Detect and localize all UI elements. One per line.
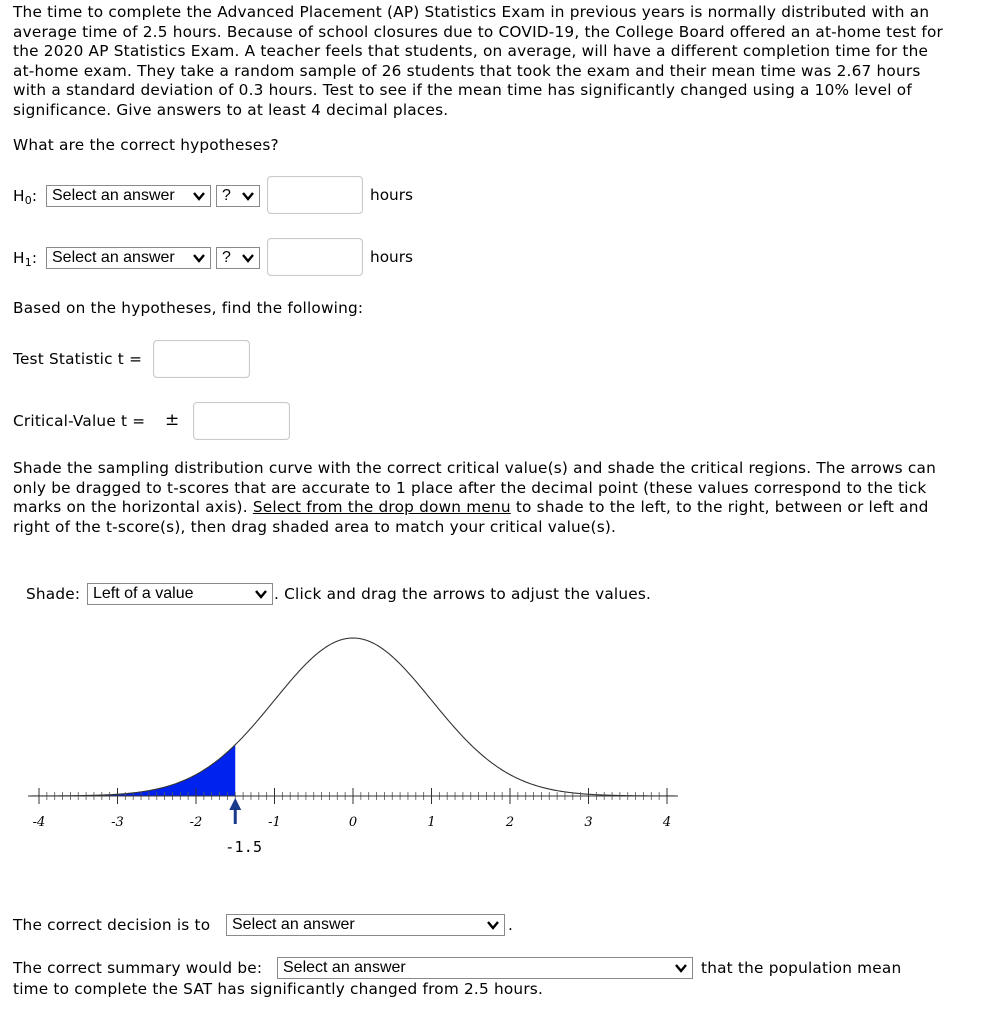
problem-text: The time to complete the Advanced Placement (AP) Statistics Exam in previous years is normally distributed with an average time of 2.5 hours. Because of school closures due to COVID-19, the College Board offered an at-home test for the 2020 AP Statistics Exam. A teacher feels that students, on average, will have a different completion time for the at-home exam. They take a random sample of 26 students that took the exam and their mean time was 2.67 hours with a standard deviation of 0.3 hours. Test to see if the mean time has significantly changed using a 10% level of significance. Give answers to at least 4 decimal places.	[13, 3, 943, 119]
chevron-down-icon	[192, 251, 206, 265]
tick-label: -3	[111, 815, 124, 830]
arrow-value-label: -1.5	[225, 838, 263, 856]
tick-label: 0	[348, 815, 358, 830]
chevron-down-icon	[254, 587, 268, 601]
summary-select[interactable]: Select an answer	[277, 957, 693, 979]
h0-operator-select[interactable]: ?	[216, 185, 260, 207]
chevron-down-icon	[241, 189, 255, 203]
shade-mode-select[interactable]: Left of a value	[87, 583, 273, 605]
h0-parameter-select[interactable]: Select an answer	[46, 185, 211, 207]
h0-unit: hours	[370, 186, 414, 204]
decision-label: The correct decision is to	[13, 916, 211, 934]
summary-line2: time to complete the SAT has significantly changed from 2.5 hours.	[13, 980, 544, 998]
tick-label: -4	[32, 815, 46, 830]
find-heading: Based on the hypotheses, find the following:	[13, 299, 364, 317]
chevron-down-icon	[241, 251, 255, 265]
tick-label: 1	[427, 815, 436, 830]
tick-label: -1	[268, 815, 281, 830]
critical-value-input[interactable]	[193, 402, 290, 440]
test-statistic-label: Test Statistic t =	[13, 350, 143, 368]
decision-period: .	[508, 916, 514, 934]
h0-label: $H_0$:	[13, 187, 38, 207]
tick-label: 4	[662, 815, 672, 830]
shaded-critical-region[interactable]	[31, 745, 235, 796]
shade-label: Shade:	[26, 585, 81, 603]
summary-after: that the population mean	[701, 959, 902, 977]
drag-arrow-handle[interactable]	[229, 798, 241, 824]
h1-parameter-select[interactable]: Select an answer	[46, 247, 211, 269]
t-distribution-graph[interactable]	[0, 620, 988, 860]
dropdown-menu-link[interactable]: Select from the drop down menu	[252, 498, 511, 516]
shade-hint: . Click and drag the arrows to adjust the values.	[274, 585, 652, 603]
tick-label: -2	[189, 815, 203, 830]
h0-value-input[interactable]	[267, 176, 363, 214]
chevron-down-icon	[674, 961, 688, 975]
h1-unit: hours	[370, 248, 414, 266]
hypotheses-question: What are the correct hypotheses?	[13, 136, 279, 154]
decision-select[interactable]: Select an answer	[226, 914, 505, 936]
arrow-shaft[interactable]	[234, 809, 237, 824]
h1-label: $H_1$:	[13, 249, 38, 269]
test-statistic-input[interactable]	[153, 340, 250, 378]
chevron-down-icon	[192, 189, 206, 203]
plus-minus-symbol: ±	[165, 410, 180, 430]
summary-label: The correct summary would be:	[13, 959, 263, 977]
critical-value-label: Critical-Value t =	[13, 412, 146, 430]
chevron-down-icon	[486, 918, 500, 932]
tick-label: 2	[505, 815, 515, 830]
tick-labels	[33, 815, 671, 830]
h1-operator-select[interactable]: ?	[216, 247, 260, 269]
t-distribution-curve	[31, 638, 675, 796]
tick-label: 3	[584, 815, 593, 830]
h1-value-input[interactable]	[267, 238, 363, 276]
arrow-up-icon[interactable]	[229, 798, 241, 810]
shade-instructions: Shade the sampling distribution curve with the correct critical value(s) and shade the critical regions. The arrows can only be dragged to t-scores that are accurate to 1 place after the decimal point (these values correspond to the tick marks on the horizontal axis). Select from the drop down menu to shade to the left, to the right, between or left and right of the t-score(s), then drag shaded area to match your critical value(s).	[13, 459, 936, 536]
